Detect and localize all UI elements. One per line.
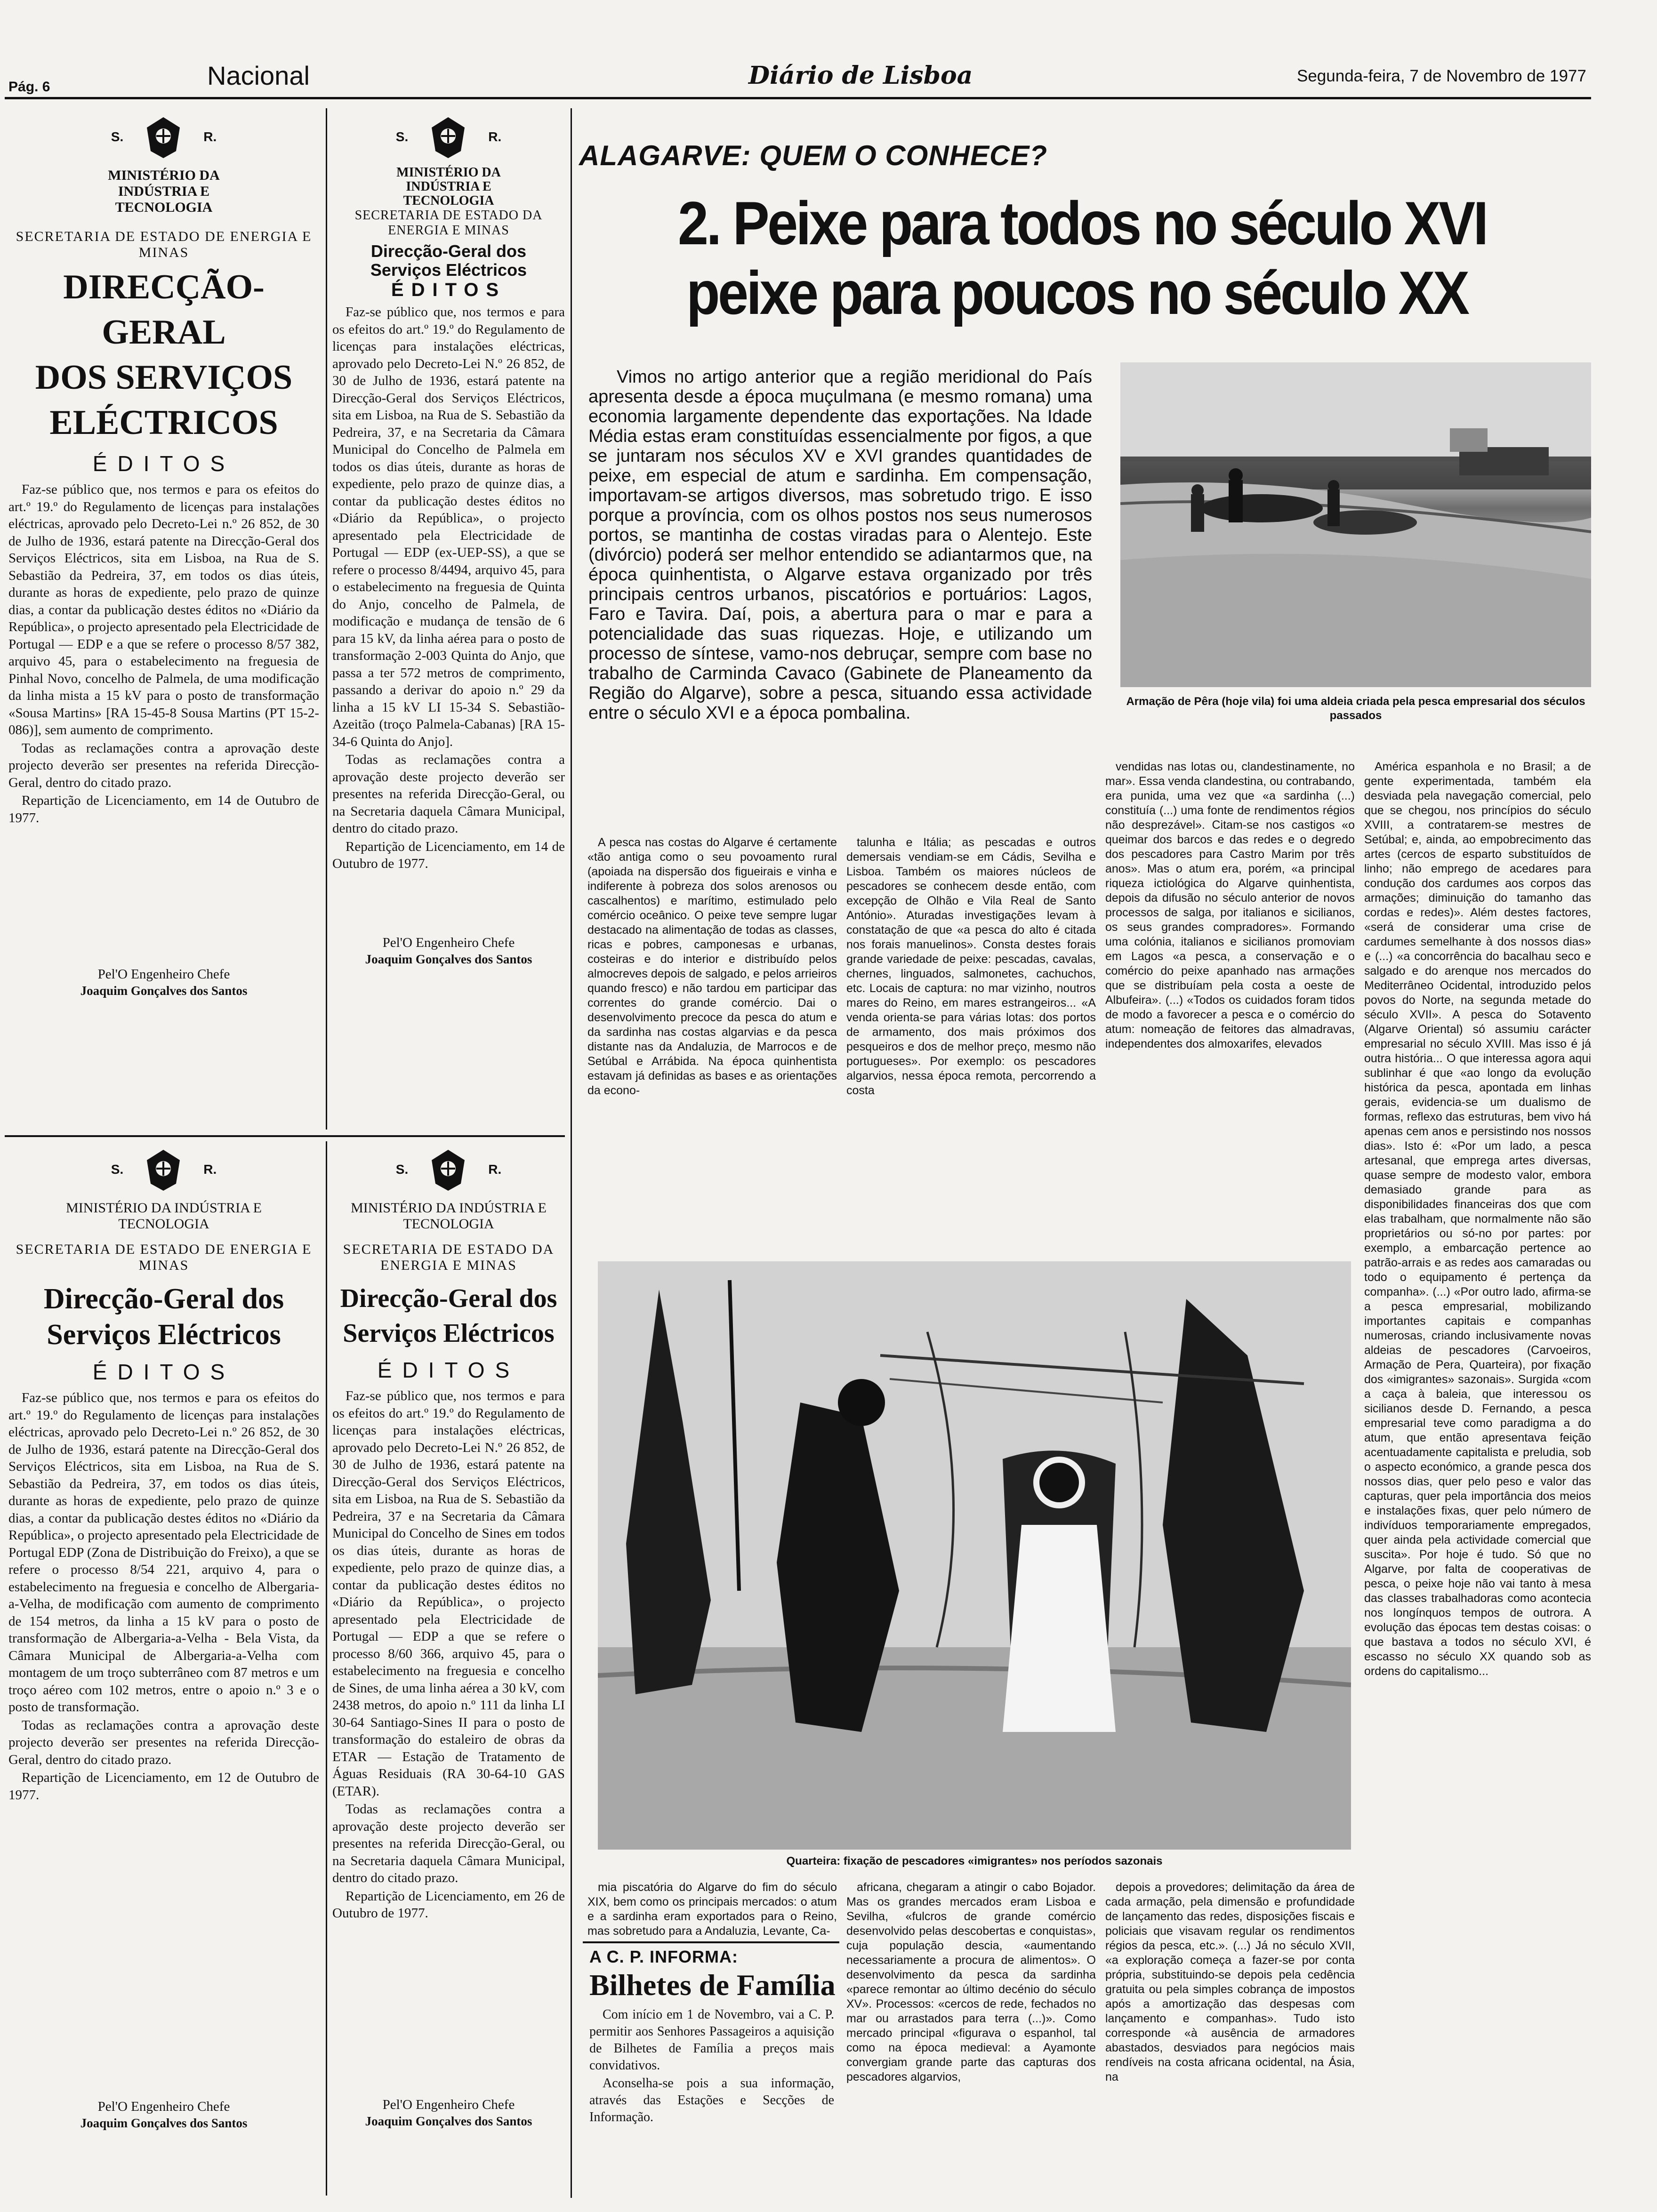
seal-letter: S.	[395, 129, 409, 144]
cp-title: Bilhetes de Família	[589, 1968, 836, 2002]
column-rule	[326, 1141, 327, 2196]
cp-kicker: A C. P. INFORMA:	[589, 1947, 739, 1966]
ministry-name: MINISTÉRIO DA INDÚSTRIA E TECNOLOGIA	[396, 165, 501, 208]
ad-title: Direcção-Geral dos Serviços Eléctricos	[43, 1283, 284, 1351]
section-name: Nacional	[207, 61, 310, 90]
signer-title: Pel'O Engenheiro Chefe	[382, 2097, 515, 2112]
coat-of-arms	[332, 111, 565, 163]
seal-letter: S.	[395, 1162, 409, 1177]
seal-letter: R.	[203, 129, 217, 144]
issue-date: Segunda-feira, 7 de Novembro de 1977	[1297, 67, 1586, 85]
photo-caption: Armação de Pêra (hoje vila) foi uma aldeia criada pela pesca empresarial dos séculos passados	[1126, 695, 1585, 722]
ministry-name: MINISTÉRIO DA INDÚSTRIA E TECNOLOGIA	[351, 1200, 547, 1232]
article-headline: 2. Peixe para todos no século XVI peixe para poucos no século XX	[678, 189, 1487, 327]
editos-heading: ÉDITOS	[92, 451, 235, 476]
column-rule	[571, 1901, 572, 2198]
signer-name: Joaquim Gonçalves dos Santos	[365, 2114, 532, 2128]
signer-title: Pel'O Engenheiro Chefe	[97, 2099, 230, 2114]
masthead: Diário de Lisboa	[748, 61, 973, 90]
cp-body: Com início em 1 de Novembro, vai a C. P. permitir aos Senhores Passageiros a aquisição de Bilhetes de Família a preços mais convidativos. Aconselha-se pois a sua informação, através das Estações e Secções de Informação.	[589, 2007, 834, 2124]
secretaria-name: SECRETARIA DE ESTADO DA ENERGIA E MINAS	[354, 208, 543, 238]
fishermen-photo	[598, 1261, 1351, 1850]
article-column: depois a provedores; delimitação da área de cada armação, pela dimensão e profundidade de lançamento das redes, disposições fiscais e policiais que visavam regular os rendimentos régios da pesca, etc.». (...) Já no século XVII, «a exploração começa a fazer-se por conta própria, substituindo-se depois pela cedência gratuita ou pela simples cobrança de impostos após a amortização das despesas com lançamento e companhas». Tudo isto corresponde «à ausência de armadores abastados, desviados para negócios mais rendíveis na costa africana ocidental, na Ásia, na	[1105, 1881, 1355, 2084]
secretaria-name: SECRETARIA DE ESTADO DA ENERGIA E MINAS	[343, 1242, 555, 1273]
article-column: mia piscatória do Algarve do fim do século XIX, bem como os principais mercados: o atum e a sardinha eram exportados para o Reino, mas sobretudo para a Andaluzia, Levante, Ca-	[587, 1881, 837, 1938]
coat-of-arms	[8, 1144, 319, 1195]
seal-letter: R.	[488, 1162, 502, 1177]
editos-heading: ÉDITOS	[391, 280, 507, 300]
ad-body: Faz-se público que, nos termos e para os efeitos do art.º 19.º do Regulamento de licenças para instalações eléctricas, aprovado pelo Decreto-Lei n.º 26 852, de 30 de Julho de 1936, estará patente na Direcção-Geral dos Serviços Eléctricos, sita em Lisboa, na Rua de S. Sebastião da Pedreira, 37, em todos os dias úteis, durante as horas de expediente, pelo prazo de quinze dias, a contar da publicação destes éditos no «Diário da República», o projecto apresentado pela Electricidade de Portugal EDP (Zona de Distribuição do Freixo), a que se refere o processo 8/54 221, arquivo 4, para o estabelecimento na freguesia e concelho de Albergaria-a-Velha, de modificação com aumento de comprimento de 154 metros, da linha a 15 kV para o posto de transformação de Albergaria-a-Velha - Bela Vista, da Câmara Municipal de Albergaria-a-Velha com montagem de um troço subterrâneo com 87 metros e um troço aéreo com 102 metros, entre o apoio n.º 3 e o posto de transformação. Todas as reclamações contra a aprovação deste projecto deverão ser presentes na referida Direcção-Geral, dentro do citado prazo. Repartição de Licenciamento, em 12 de Outubro de 1977.	[8, 1390, 319, 1803]
secretaria-name: SECRETARIA DE ESTADO DE ENERGIA E MINAS	[16, 1242, 312, 1273]
photo-caption: Quarteira: fixação de pescadores «imigrantes» nos períodos sazonais	[786, 1855, 1163, 1867]
edital-ad	[332, 111, 565, 967]
section-rule	[5, 1135, 565, 1137]
ad-title: Direcção-Geral dos Serviços Eléctricos	[340, 1284, 557, 1348]
editos-heading: ÉDITOS	[92, 1360, 235, 1384]
ministry-name: MINISTÉRIO DA INDÚSTRIA E TECNOLOGIA	[66, 1200, 262, 1232]
article-column: A pesca nas costas do Algarve é certamente «tão antiga como o seu povoamento rural (apoiada na dispersão dos figueirais e vinha e indiferente à pobreza dos solos arenosos ou cascalhentos) e marítimo, estimulado pelo comércio oceânico. O peixe teve sempre lugar destacado na alimentação de todas as classes, ricas e pobres, camponesas e urbanas, costeiras e do interior e distribuído pelos almocreves depois de salgado, e pelos arrieiros quando fresco) e não tardou em participar das correntes do grande comércio. Dai o desenvolvimento precoce da pesca do atum e da sardinha nas costas algarvias e da pesca distante nas da Andaluzia, de Marrocos e de Setúbal e Arrábida. Na época quinhentista estavam já definidas as bases e as orientações da econo-	[587, 836, 837, 1097]
article-lead: Vimos no artigo anterior que a região meridional do País apresenta desde a época muçulmana (e mesmo romana) uma economia largamente dependente das exportações. Na Idade Média estas eram constituídas essencialmente por figos, a que se juntaram nos séculos XV e XVI grandes quantidades de peixe, em especial de atum e sardinha. Em compensação, importavam-se artigos diversos, mas sobretudo trigo. E isso porque a província, com os olhos postos nos seus numerosos portos, se mantinha de costas viradas para o Alentejo. Este (divórcio) poderá ser melhor entendido se adiantarmos que, na época quinhentista, o Algarve estava organizado por três principais centros urbanos, piscatórios e portuários: Lagos, Faro e Tavira. Daí, pois, a abertura para o mar e para a potencialidade das suas riquezas. Hoje, e utilizando um processo de síntese, vamo-nos debruçar, sempre com base no trabalho de Carminda Cavaco (Gabinete de Planeamento da Região do Algarve), sobre a pesca, situando essa actividade entre o século XVI e a época pombalina.	[588, 367, 1092, 723]
beach-photo	[1120, 362, 1591, 687]
coat-of-arms-icon	[142, 1146, 185, 1193]
edital-ad	[8, 1144, 319, 2131]
article-column: africana, chegaram a atingir o cabo Bojador. Mas os grandes mercados eram Lisboa e Sevilha, «fulcros de grande comércio desenvolvido pelas descobertas e conquistas», cuja população descia, «aumentando necessariamente a procura de alimentos». O desenvolvimento da pesca da sardinha «parece remontar ao último decénio do século XV». Processos: «cercos de rede, fechados no mar ou arrastados para terra (...)». Como mercado principal «figurava o espanhol, tal como na época medieval: a Ayamonte convergiam grande parte das capturas dos pescadores algarvios,	[846, 1881, 1096, 2084]
ministry-name: MINISTÉRIO DA INDÚSTRIA E TECNOLOGIA	[108, 168, 220, 215]
signer-name: Joaquim Gonçalves dos Santos	[365, 952, 532, 966]
signer-title: Pel'O Engenheiro Chefe	[97, 967, 230, 982]
article-kicker: ALAGARVE: QUEM O CONHECE?	[579, 140, 1048, 171]
coat-of-arms-icon	[427, 1146, 469, 1193]
ad-title: DIRECÇÃO-GERAL DOS SERVIÇOS ELÉCTRICOS	[35, 268, 293, 442]
beach-photo-image	[1120, 362, 1591, 687]
article-column: vendidas nas lotas ou, clandestinamente, no mar». Essa venda clandestina, ou contrabando, era punida, uma vez que «a sardinha (...) constituía (...) uma fonte de rendimentos régios não desprezável». Citam-se nos castigos «o queimar dos barcos e das redes e o degredo dos pescadores para Castro Marim por três anos». Mas o atum era, porém, «a principal riqueza ictiológica do Algarve quinhentista, depois da difusão no século anterior de novos processos de salga, por italianos e sicilianos, os seus grandes compradores». Formando uma colónia, italianos e sicilianos promoviam em Lagos «a pesca, a conservação e o comércio do peixe apanhado nas armações que se distribuíam pela costa a oeste de Albufeira». (...) «Todos os cuidados foram tidos de modo a favorecer a pesca e o comércio do atum: nomeação de feitores das almadravas, independentes dos almoxarifes, elevados	[1105, 760, 1355, 1050]
coat-of-arms	[8, 111, 319, 163]
fishermen-photo-image	[598, 1261, 1351, 1850]
signer-name: Joaquim Gonçalves dos Santos	[80, 2116, 248, 2130]
editos-heading: ÉDITOS	[377, 1358, 520, 1382]
edital-ad	[332, 1144, 565, 2129]
header-rule	[5, 97, 1591, 99]
page-number: Pág. 6	[8, 79, 50, 95]
coat-of-arms-icon	[427, 113, 469, 160]
coat-of-arms-icon	[142, 113, 185, 160]
seal-letter: R.	[488, 129, 502, 144]
ad-body: Faz-se público que, nos termos e para os efeitos do art.º 19.º do Regulamento de licenças para instalações eléctricas, aprovado pelo Decreto-Lei N.º 26 852, de 30 de Julho de 1936, estará patente na Direcção-Geral dos Serviços Eléctricos, sita em Lisboa, na Rua de S. Sebastião da Pedreira, 37, e na Secretaria da Câmara Municipal do Concelho de Palmela em todos os dias úteis, durante as horas de expediente, pelo prazo de quinze dias, a contar da publicação destes éditos no «Diário da República», o projecto apresentado pela Electricidade de Portugal — EDP (ex-UEP-SS), a que se refere o processo 8/4494, arquivo 45, para o estabelecimento na freguesia de Quinta do Anjo, concelho de Palmela, de modificação e mudança de tensão de 6 para 15 kV, da linha aérea para o posto de transformação 2-003 Quinta do Anjo, que passa a ter 572 metros de comprimento, passando a derivar do apoio n.º 29 da linha a 15 kV LI 15-34 S. Sebastião-Azeitão (troço Palmela-Cabanas) [RA 15-34-6 Quinta do Anjo]. Todas as reclamações contra a aprovação deste projecto deverão ser presentes na referida Direcção-Geral, ou na Secretaria daquela Câmara Municipal, dentro do citado prazo. Repartição de Licenciamento, em 14 de Outubro de 1977.	[332, 305, 565, 871]
cp-notice	[583, 1941, 839, 2200]
column-rule	[326, 108, 327, 1130]
ad-title: Direcção-Geral dos Serviços Eléctricos	[370, 241, 527, 280]
signer-title: Pel'O Engenheiro Chefe	[382, 935, 515, 950]
ad-body: Faz-se público que, nos termos e para os efeitos do art.º 19.º do Regulamento de licenças para instalações eléctricas, aprovado pelo Decreto-Lei n.º 26 852, de 30 de Julho de 1936, estará patente na Direcção-Geral dos Serviços Eléctricos, sita em Lisboa, na Rua de S. Sebastião da Pedreira, 37, em todos os dias úteis, durante as horas de expediente, pelo prazo de quinze dias, a contar da publicação destes éditos no «Diário da República», o projecto apresentado pela Electricidade de Portugal — EDP e a que se refere o processo 8/57 382, arquivo 45, para o estabelecimento na freguesia de Pinhal Novo, concelho de Palmela, de uma modificação da linha mista a 15 kV para o posto de transformação «Sousa Martins» [RA 15-45-8 Sousa Martins (PT 15-2-086)], sem aumento de comprimento. Todas as reclamações contra a aprovação deste projecto deverão ser presentes na referida Direcção-Geral, dentro do citado prazo. Repartição de Licenciamento, em 14 de Outubro de 1977.	[8, 482, 319, 825]
article-column: talunha e Itália; as pescadas e outros demersais vendiam-se em Cádis, Sevilha e Lisboa. Também os maiores núcleos de pescadores se conhecem desde então, com excepção de Olhão e Vila Real de Santo António». Aturadas investigações levam à constatação de que «a pesca do alto é citada nos forais manuelinos». Consta destes forais grande variedade de peixe: pescadas, cavalas, chernes, linguados, salmonetes, cachuchos, etc. Locais de captura: no mar vizinho, noutros mares do Reino, em mares estrangeiros... «A venda orienta-se para várias lotas: dos portos de armamento, dos mais próximos dos pesqueiros e dos de melhor preço, mesmo não portugueses». Por exemplo: os pescadores algarvios, nessa época remota, percorrendo a costa	[846, 836, 1096, 1097]
seal-letter: S.	[111, 129, 124, 144]
seal-letter: R.	[203, 1162, 217, 1177]
coat-of-arms	[332, 1144, 565, 1195]
article-column: América espanhola e no Brasil; a de gente experimentada, também ela desviada pela navegação comercial, pelo que se chegou, nos princípios do século XVIII, a contratarem-se mestres de Setúbal; e, ainda, ao empobrecimento das artes (cercos de esparto substituídos de linho; não emprego de acedares para condução dos cardumes aos corpos das armações; diminuição do tamanho das cordas e redes)». Além destes factores, «será de considerar uma crise de cardumes semelhante à dos nossos dias» e (...) «a concorrência do bacalhau seco e salgado e do arenque nos mercados do Mediterrâneo Ocidental, introduzido pelos povos do Norte, na segunda metade do século XVII». A pesca do Sotavento (Algarve Oriental) só assumiu carácter empresarial no século XVIII. Mas isso é já outra história... O que interessa agora aqui sublinhar é que «ao longo da evolução histórica da pesca, apontada em linhas gerais, evidencia-se um dualismo de formas, reflexo das estruturas, bem vivo há apenas cem anos e persistindo nos nossos dias». Isto é: «Por um lado, a pesca artesanal, que emprega artes diversas, quase sempre de modesto valor, embora demasiado grande para as disponibilidades financeiras dos que com elas trabalham, que normalmente não são proprietários ou só-no por partes: por exemplo, a embarcação pertence ao patrão-arrais e as redes aos camaradas ou todo o equipamento é pertença da companha». (...) «Por outro lado, afirma-se a pesca empresarial, mobilizando importantes capitais e companhas numerosas, criando inclusivamente novas aldeias de pescadores (Carvoeiros, Armação de Pera, Quarteira), por fixação dos «imigrantes» sazonais». Surgida «com a caça à baleia, que interessou os sicilianos desde D. Fernando, a pesca empresarial teve como paradigma a do atum, que então apresentava feição acentuadamente capitalista e preludia, sob o aspecto económico, a grande pesca dos nossos dias, quer pelo peso e valor das capturas, quer pela importância dos meios e instalações fixas, quer pelo número de indivíduos temporariamente empregados, quer ainda pela actividade comercial que suscita». Por hoje é tudo. Só que no Algarve, por falta de cooperativas de pesca, o peixe hoje não vai tanto à mesa das classes trabalhadoras como acontecia nos longínquos tempos de outrora. A evolução das épocas tem destas coisas: o que bastava a todos no século XVI, é escasso no século XX quando sob as ordens do capitalismo...	[1364, 760, 1591, 1678]
column-rule	[571, 108, 572, 2198]
signer-name: Joaquim Gonçalves dos Santos	[80, 984, 248, 998]
seal-letter: S.	[111, 1162, 124, 1177]
edital-ad	[8, 111, 319, 999]
secretaria-name: SECRETARIA DE ESTADO DE ENERGIA E MINAS	[16, 229, 312, 260]
ad-body: Faz-se público que, nos termos e para os efeitos do art.º 19.º do Regulamento de licenças para instalações eléctricas, aprovado pelo Decreto-Lei N.º 26 852, de 30 de Julho de 1936, estará patente na Direcção-Geral dos Serviços Eléctricos, sita em Lisboa, na Rua de S. Sebastião da Pedreira, 37 e na Secretaria da Câmara Municipal do Concelho de Sines em todos os dias úteis, durante as horas de expediente, pelo prazo de quinze dias, a contar da publicação destes éditos no «Diário da República», o projecto apresentado pela Electricidade de Portugal — EDP a que se refere o processo 8/60 366, arquivo 45, para o estabelecimento na freguesia e concelho de Sines, de uma linha aérea a 30 kV, com 2438 metros, do apoio n.º 111 da linha LI 30-64 Santiago-Sines II para o posto de transformação do estaleiro de obras da ETAR — Estação de Tratamento de Águas Residuais (RA 30-64-10 GAS (ETAR). Todas as reclamações contra a aprovação deste projecto deverão ser presentes na referida Direcção-Geral, ou na Secretaria daquela Câmara Municipal, dentro do citado prazo. Repartição de Licenciamento, em 26 de Outubro de 1977.	[332, 1388, 565, 1921]
